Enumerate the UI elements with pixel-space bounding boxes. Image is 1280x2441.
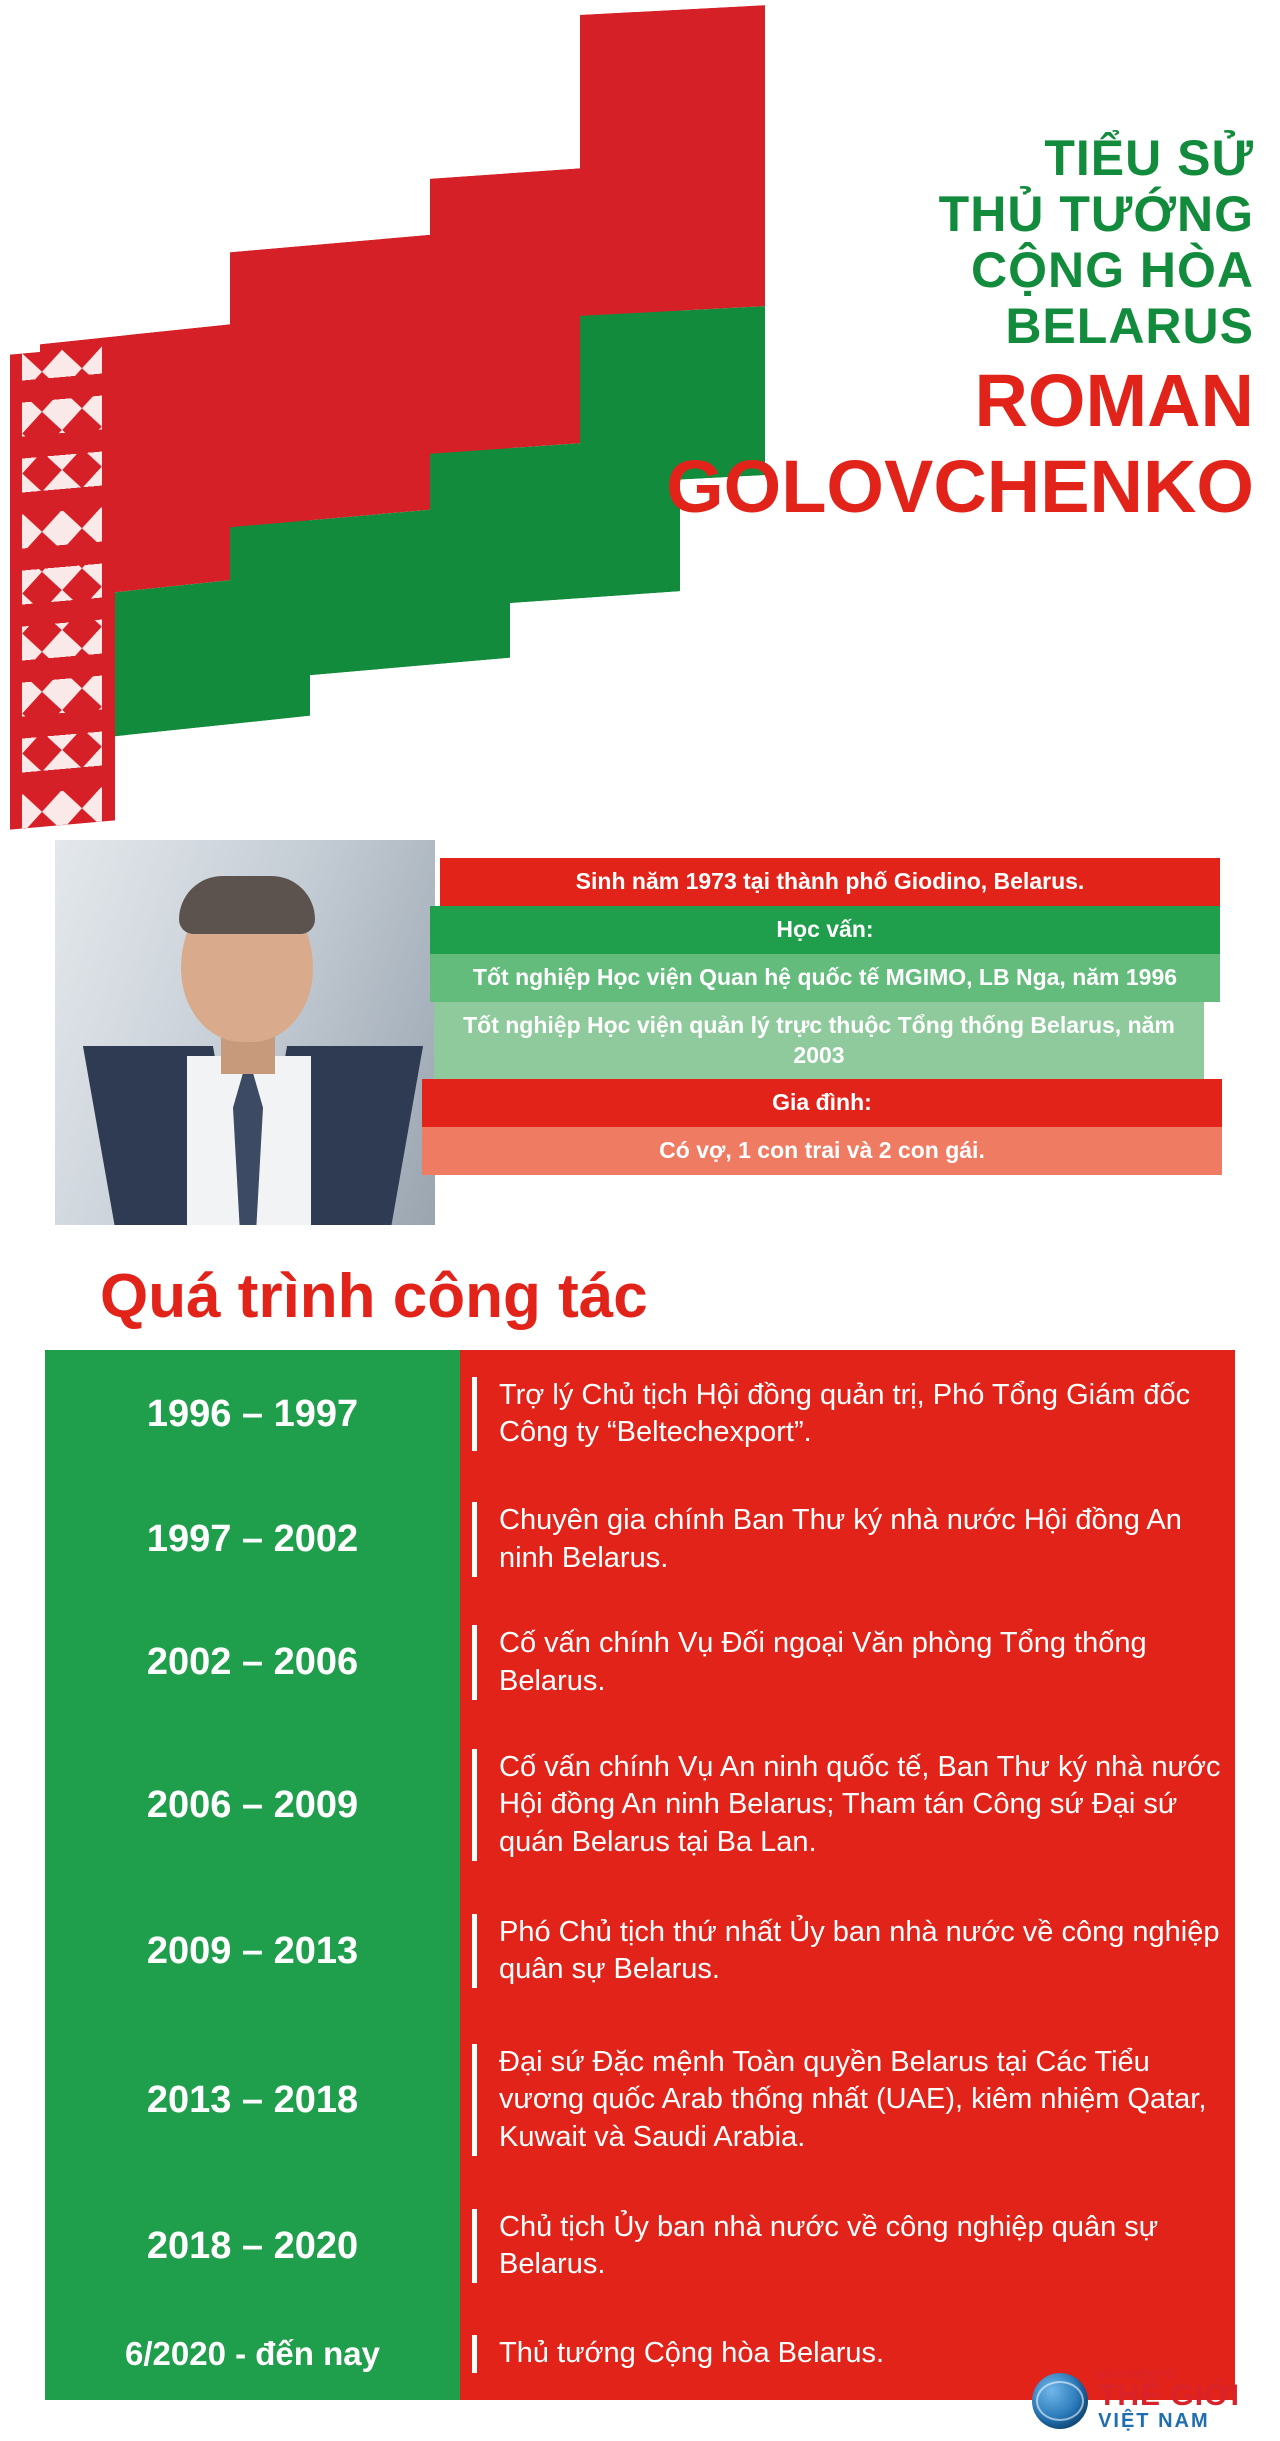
timeline-year-cell bbox=[45, 1478, 460, 1601]
timeline-year-cell bbox=[45, 1886, 460, 2016]
year-label: 6/2020 - đến nay bbox=[125, 2335, 380, 2372]
person-name-line-2: GOLOVCHENKO bbox=[666, 445, 1254, 529]
timeline-desc-cell bbox=[460, 1350, 1235, 1478]
bio-family-value: Có vợ, 1 con trai và 2 con gái. bbox=[422, 1127, 1222, 1175]
timeline-year-cell bbox=[45, 2308, 460, 2400]
desc-label: Thủ tướng Cộng hòa Belarus. bbox=[472, 2335, 1235, 2372]
logo-line-1: THẾ GIỚI bbox=[1098, 2379, 1240, 2412]
timeline-desc-cell bbox=[460, 2016, 1235, 2184]
desc-label: Cố vấn chính Vụ Đối ngoại Văn phòng Tổng thống Belarus. bbox=[472, 1625, 1235, 1699]
title-line-3: CỘNG HÒA bbox=[971, 242, 1254, 298]
bio-fact-bars bbox=[440, 858, 1230, 1175]
year-label: 2002 – 2006 bbox=[146, 1641, 359, 1683]
bio-education-label: Học vấn: bbox=[430, 906, 1220, 954]
portrait-hair bbox=[179, 876, 315, 934]
title-line-1: TIỂU SỬ bbox=[1044, 130, 1254, 186]
year-label: 2013 – 2018 bbox=[146, 2078, 359, 2121]
timeline-year-cell bbox=[45, 1350, 460, 1478]
timeline-years-column bbox=[45, 1350, 460, 2400]
bio-birth-bar: Sinh năm 1973 tại thành phố Giodino, Belarus. bbox=[440, 858, 1220, 906]
desc-label: Đại sứ Đặc mệnh Toàn quyền Belarus tại Các Tiểu vương quốc Arab thống nhất (UAE), kiêm nhiệm Qatar, Kuwait và Saudi Arabia. bbox=[472, 2044, 1235, 2155]
globe-icon bbox=[1032, 2373, 1088, 2429]
title-block bbox=[614, 130, 1254, 527]
header-section bbox=[0, 0, 1280, 830]
career-timeline bbox=[45, 1350, 1235, 2400]
timeline-desc-cell bbox=[460, 2184, 1235, 2308]
timeline-year-cell bbox=[45, 1724, 460, 1886]
title-line-2: THỦ TƯỚNG bbox=[938, 186, 1254, 242]
logo-text-block bbox=[1098, 2370, 1240, 2431]
desc-label: Chuyên gia chính Ban Thư ký nhà nước Hội đồng An ninh Belarus. bbox=[472, 1502, 1235, 1576]
logo-line-2: VIỆT NAM bbox=[1098, 2410, 1210, 2432]
bio-section bbox=[0, 840, 1280, 1235]
year-label: 1997 – 2002 bbox=[146, 1518, 359, 1560]
bio-education-2: Tốt nghiệp Học viện quản lý trực thuộc Tổng thống Belarus, năm 2003 bbox=[434, 1002, 1204, 1080]
desc-label: Cố vấn chính Vụ An ninh quốc tế, Ban Thư ký nhà nước Hội đồng An ninh Belarus; Tham tán Công sứ Đại sứ quán Belarus tại Ba Lan. bbox=[472, 1749, 1235, 1860]
timeline-desc-cell bbox=[460, 1724, 1235, 1886]
ornament-pattern-icon bbox=[22, 347, 102, 829]
desc-label: Trợ lý Chủ tịch Hội đồng quản trị, Phó Tổng Giám đốc Công ty “Beltechexport”. bbox=[472, 1377, 1235, 1451]
person-name-line-1: ROMAN bbox=[974, 359, 1254, 442]
timeline-desc-cell bbox=[460, 1478, 1235, 1601]
desc-label: Chủ tịch Ủy ban nhà nước về công nghiệp quân sự Belarus. bbox=[472, 2209, 1235, 2283]
timeline-description-column bbox=[460, 1350, 1235, 2400]
timeline-desc-cell bbox=[460, 1601, 1235, 1724]
bio-family-label: Gia đình: bbox=[422, 1079, 1222, 1127]
timeline-year-cell bbox=[45, 2016, 460, 2184]
site-logo[interactable] bbox=[1032, 2370, 1240, 2431]
portrait-photo bbox=[55, 840, 435, 1225]
bio-education-1: Tốt nghiệp Học viện Quan hệ quốc tế MGIMO, LB Nga, năm 1996 bbox=[430, 954, 1220, 1002]
flag-ornament-strip bbox=[10, 345, 115, 829]
year-label: 1996 – 1997 bbox=[146, 1392, 359, 1435]
desc-label: Phó Chủ tịch thứ nhất Ủy ban nhà nước về công nghiệp quân sự Belarus. bbox=[472, 1914, 1235, 1988]
year-label: 2018 – 2020 bbox=[146, 2224, 359, 2267]
timeline-year-cell bbox=[45, 2184, 460, 2308]
title-line-4: BELARUS bbox=[1005, 298, 1254, 354]
year-label: 2006 – 2009 bbox=[146, 1783, 359, 1826]
career-section-title: Quá trình công tác bbox=[100, 1262, 648, 1331]
timeline-year-cell bbox=[45, 1601, 460, 1724]
logo-tagline: BÁO ĐIỆN TỬ bbox=[1098, 2369, 1177, 2381]
year-label: 2009 – 2013 bbox=[146, 1929, 359, 1972]
timeline-desc-cell bbox=[460, 1886, 1235, 2016]
